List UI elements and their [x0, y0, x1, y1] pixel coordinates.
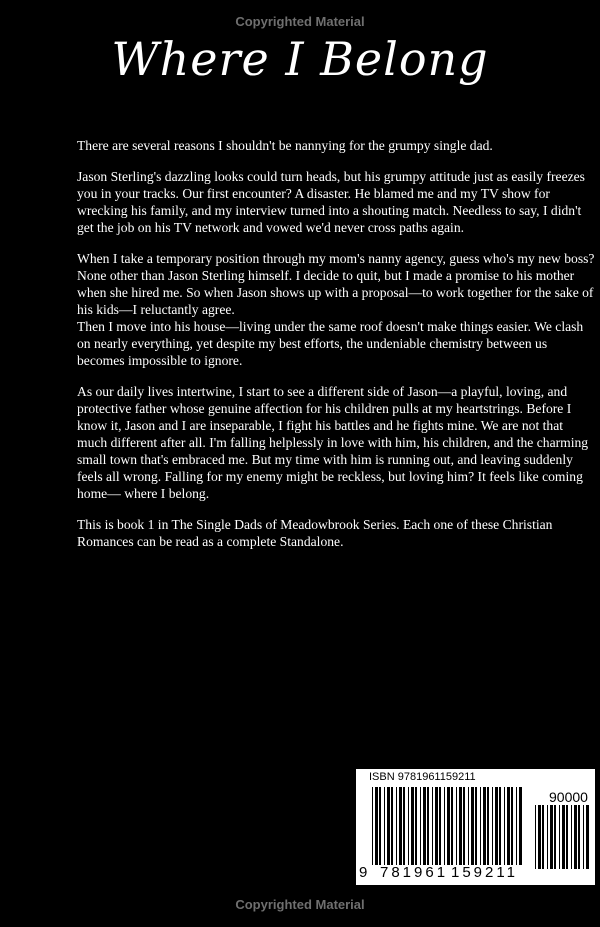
barcode-bar [423, 787, 426, 865]
barcode-bar [384, 787, 385, 865]
barcode-digits-right: 159211 [451, 864, 518, 881]
barcode-bar [420, 787, 421, 865]
barcode-bar [415, 787, 417, 865]
barcode-bar [586, 805, 589, 869]
barcode-bar [516, 787, 517, 865]
price-code: 90000 [549, 789, 588, 805]
back-cover-blurb [77, 137, 595, 564]
barcode-bar [571, 805, 572, 869]
barcode-bar [403, 787, 405, 865]
barcode-bar [451, 787, 453, 865]
barcode-bar [411, 787, 414, 865]
barcode-bar [547, 805, 548, 869]
barcode-bar [439, 787, 441, 865]
barcode-bar [492, 787, 493, 865]
copyright-watermark-bottom: Copyrighted Material [235, 897, 365, 912]
barcode-bar [535, 805, 536, 869]
barcode-bar [435, 787, 438, 865]
barcode-bar [399, 787, 402, 865]
blurb-paragraph: This is book 1 in The Single Dads of Meadowbrook Series. Each one of these Christian Romances can be read as a complete Standalone. [77, 517, 553, 549]
barcode-bar [372, 787, 373, 865]
barcode-bar [538, 805, 541, 869]
barcode-bar [542, 805, 544, 869]
barcode-bar [427, 787, 429, 865]
barcode-bar [578, 805, 580, 869]
barcode-bar [447, 787, 450, 865]
barcode-bar [475, 787, 477, 865]
barcode-bar [396, 787, 397, 865]
barcode-bar [444, 787, 445, 865]
barcode-bar [511, 787, 513, 865]
barcode-bar [583, 805, 584, 869]
barcode-bar [408, 787, 409, 865]
barcode-bar [456, 787, 457, 865]
barcode-bar [459, 787, 462, 865]
barcode-bar [391, 787, 393, 865]
barcode-bar [499, 787, 501, 865]
blurb-paragraph: Jason Sterling's dazzling looks could turn heads, but his grumpy attitude just as easily freezes you in your tracks. Our first encounter? A disaster. He blamed me and my TV show for wrecking his family, and my interview turned into a shouting match. Needless to say, I didn't get the job on his TV network and vowed we'd never cross paths again. [77, 169, 585, 235]
blurb-paragraph: As our daily lives intertwine, I start to see a different side of Jason—a playful, loving, and protective father whose genuine affection for his children pulls at my heartstrings. Before I know it, Jason and I are inseparable, I fight his battles and he fights mine. We are not that much different after all. I'm falling helplessly in love with him, his children, and the charming small town that's embraced me. But my time with him is running out, and leaving suddenly feels all wrong. Falling for my enemy might be reckless, but loving him? It feels like coming home— where I belong. [77, 384, 589, 501]
blurb-paragraph: When I take a temporary position through my mom's nanny agency, guess who's my new boss? None other than Jason Sterling himself. I decide to quit, but I made a promise to his mother when she hired me. So when Jason shows up with a proposal—to work together for the sake of his kids—I reluctantly agree. [77, 251, 595, 317]
barcode-bar [562, 805, 565, 869]
book-title: Where I Belong [111, 32, 489, 86]
barcode-bar [559, 805, 560, 869]
barcode-bar [487, 787, 489, 865]
isbn-barcode [356, 769, 595, 885]
barcode-digit-lead: 9 [359, 864, 368, 881]
blurb-paragraph: Then I move into his house—living under the same roof doesn't make things easier. We clash on nearly everything, yet despite my best efforts, the undeniable chemistry between us becomes impossible to ignore. [77, 319, 584, 368]
barcode-bar [379, 787, 381, 865]
barcode-bar [375, 787, 378, 865]
barcode-bar [463, 787, 465, 865]
copyright-watermark-top: Copyrighted Material [235, 14, 365, 29]
barcode-bar [432, 787, 433, 865]
barcode-bar [554, 805, 556, 869]
isbn-label: ISBN 9781961159211 [369, 771, 476, 783]
barcode-bar [471, 787, 474, 865]
barcode-bar [495, 787, 498, 865]
barcode-bar [550, 805, 553, 869]
blurb-paragraph: There are several reasons I shouldn't be nannying for the grumpy single dad. [77, 138, 493, 153]
barcode-bar [483, 787, 486, 865]
barcode-bar [566, 805, 568, 869]
barcode-bar [519, 787, 522, 865]
barcode-bar [574, 805, 577, 869]
barcode-digits-left: 781961 [380, 864, 449, 881]
barcode-bar [468, 787, 469, 865]
barcode-bar [480, 787, 481, 865]
barcode-bar [507, 787, 510, 865]
barcode-bar [387, 787, 390, 865]
barcode-bar [504, 787, 505, 865]
